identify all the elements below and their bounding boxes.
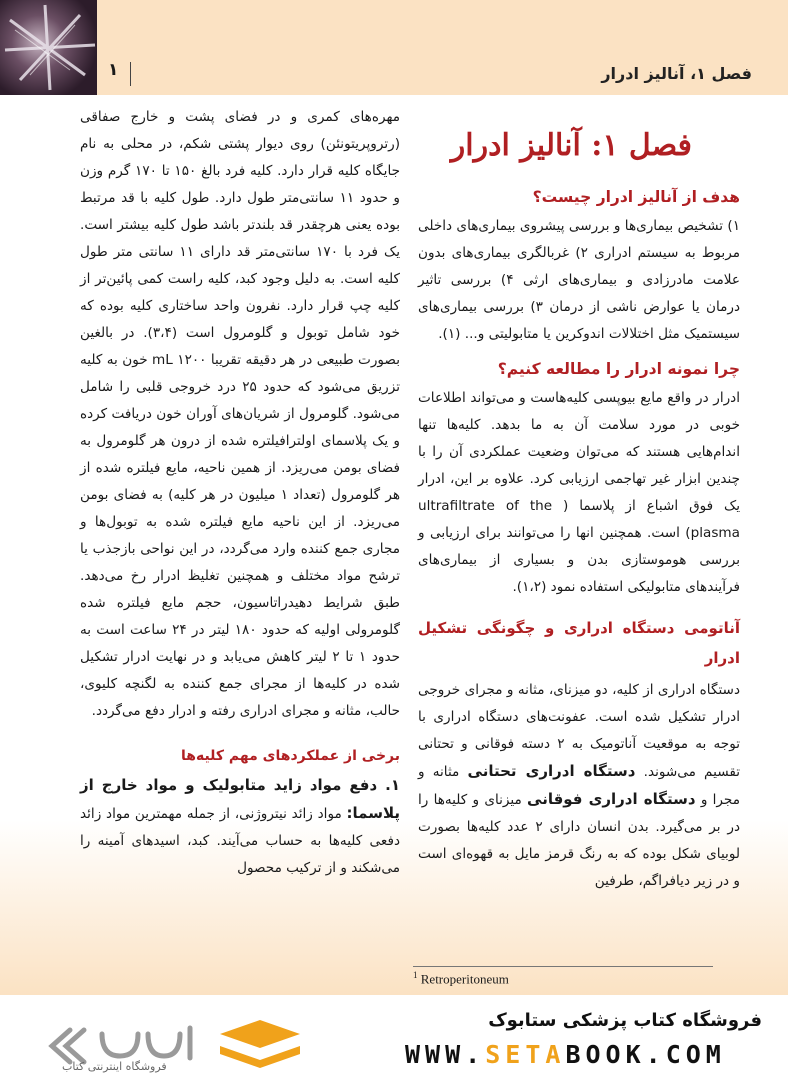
- left-paragraph: مهره‌های کمری و در فضای پشت و خارج صفاقی (رتروپریتونئن) روی دیوار پشتی شکم، در محلی به نام جایگاه کلیه قرار دارد. کلیه فرد بالغ ۱۵۰ تا ۱۷۰ گرم وزن و حدود ۱۱ سانتی‌متر طول دارد. طول کلیه با قد مرتبط بوده یعنی هرچقدر قد بلندتر باشد طول کلیه بیشتر است. یک فرد با ۱۷۰ سانتی‌متر قد دارای ۱۱ سانتی متر طول کلیه است. به دلیل وجود کبد، کلیه راست کمی پائین‌تر از کلیه چپ قرار دارد. نفرون واحد ساختاری کلیه بوده که خود شامل توبول و گلومرول است (۳،۴). در بالغین بصورت طبیعی در هر دقیقه تقریبا ۱۲۰۰ mL خون به کلیه تزریق می‌شود که حدود ۲۵ درد خروجی قلبی را شامل می‌شود. گلومرول از شریان‌های آوران خون دریافت کرده و یک پلاسمای اولترافیلتره شده از درون هر گلومرول به فضای بومن می‌ریزد. از همین ناحیه، مایع فیلتره شده از هر گلومرول (تعداد ۱ میلیون در هر کلیه) به فضای بومن می‌ریزد. از این ناحیه مایع فیلتره شده به توبول‌ها و مجاری جمع کننده وارد می‌گردد، در این نواحی بازجذب یا ترشح مواد مختلف و همچنین تغلیظ ادرار رخ می‌دهد. طبق شرایط دهیدراتاسیون، حجم مایع فیلتره شده گلومرولی اولیه که حدود ۱۸۰ لیتر در ۲۴ ساعت است به حدود ۱ تا ۲ لیتر کاهش می‌یابد و در نهایت ادرار تشکیل شده در کلیه‌ها از مجرای جمع کننده به لگنچه کلیوی، حالب، مثانه و مجرای ادراری رفته و ادرار دفع می‌گردد.: [80, 109, 401, 719]
- function-item-text: مواد زائد نیتروژنی، از جمله مهمترین مواد زائد دفعی کلیه‌ها به حساب می‌آیند. کبد، اسیدهای آمینه را می‌شکند و از ترکیب محصول: [80, 806, 400, 876]
- left-column: [80, 104, 400, 882]
- url-suffix: BOOK.COM: [565, 1040, 726, 1069]
- section-heading-why: چرا نمونه ادرار را مطالعه کنیم؟: [497, 360, 740, 378]
- purpose-paragraph: ۱) تشخیص بیماری‌ها و بررسی پیشروی بیماری‌های داخلی مربوط به سیستم ادراری ۲) غربالگری بیماری‌های بدون علامت مادرزادی و بیماری‌های ارثی ۴) بررسی تاثیر درمان یا عوارض ناشی از درمان ۳) بررسی بیماری‌های سیستمیک مثل اختلالات اندوکرین یا متابولیتی و... (۱).: [418, 218, 740, 342]
- crystal-photo: [0, 0, 97, 95]
- logo-subtitle: فروشگاه اینترنتی کتاب: [62, 1060, 167, 1073]
- page-number: ۱: [108, 60, 119, 80]
- anatomy-text-c: میزنای و کلیه‌ها را در بر می‌گیرد. بدن انسان دارای ۲ عدد کلیه‌ها بصورت لوبیای شکل بوده که به رنگ قرمز مایل به قهوه‌ای است و در زیر دیافراگم، طرفین: [418, 792, 740, 889]
- footnote-number: 1: [413, 970, 418, 980]
- shop-url: [405, 1040, 726, 1069]
- function-item-title: ۱. دفع مواد زاید متابولیک و مواد خارج از پلاسما:: [80, 776, 400, 822]
- running-header: [601, 60, 752, 86]
- anatomy-text-a: دستگاه ادراری از کلیه، دو میزنای، مثانه و مجرای خروجی ادرار تشکیل شده است. عفونت‌های دستگاه ادراری با توجه به موقعیت آناتومیک به ۲ دسته فوقانی و تحتانی تقسیم می‌شوند.: [418, 682, 740, 780]
- anatomy-bold-lower: دستگاه ادراری تحتانی: [467, 762, 636, 780]
- anatomy-paragraph: [418, 677, 740, 895]
- section-heading-anatomy: آناتومی دستگاه ادراری و چگونگی تشکیل ادرار: [418, 619, 740, 667]
- footnote: [413, 970, 509, 987]
- functions-heading: برخی از عملکردهای مهم کلیه‌ها: [181, 748, 400, 764]
- url-prefix: WWW.: [405, 1040, 486, 1069]
- shop-name: فروشگاه کتاب پزشکی ستابوک: [488, 1010, 762, 1031]
- footnote-divider: [413, 966, 713, 967]
- function-item-1: [80, 772, 400, 882]
- right-column: [418, 104, 740, 895]
- why-paragraph: ادرار در واقع مایع بیوپسی کلیه‌هاست و می‌تواند اطلاعات خوبی در مورد سلامت آن به ما بدهد. کلیه‌ها تنها اندام‌هایی هستند که می‌توان وضعیت عملکردی آن را با چندین ابزار غیر تهاجمی ارزیابی کرد. علاوه بر این، ادرار یک فوق اشباع از پلاسما ( ultrafiltrate of the plasma) است. همچنین انها را می‌توانند برای ارزیابی و بررسی هوموستازی بدن و بسیاری از بیماری‌های فرآیندهای متابولیکی استفاده نمود (۱،۲).: [418, 390, 740, 595]
- section-heading-purpose: هدف از آنالیز ادرار چیست؟: [532, 188, 740, 206]
- running-header-label: فصل ۱، آنالیز ادرار: [601, 63, 752, 83]
- footnote-text: Retroperitoneum: [420, 971, 509, 987]
- anatomy-text-b: مثانه و مجرا و: [418, 764, 740, 808]
- anatomy-bold-upper: دستگاه ادراری فوقانی: [527, 790, 696, 808]
- header-divider: [130, 62, 131, 86]
- url-highlight: SETA: [485, 1040, 566, 1069]
- chapter-title: فصل ۱: آنالیز ادرار: [450, 128, 692, 163]
